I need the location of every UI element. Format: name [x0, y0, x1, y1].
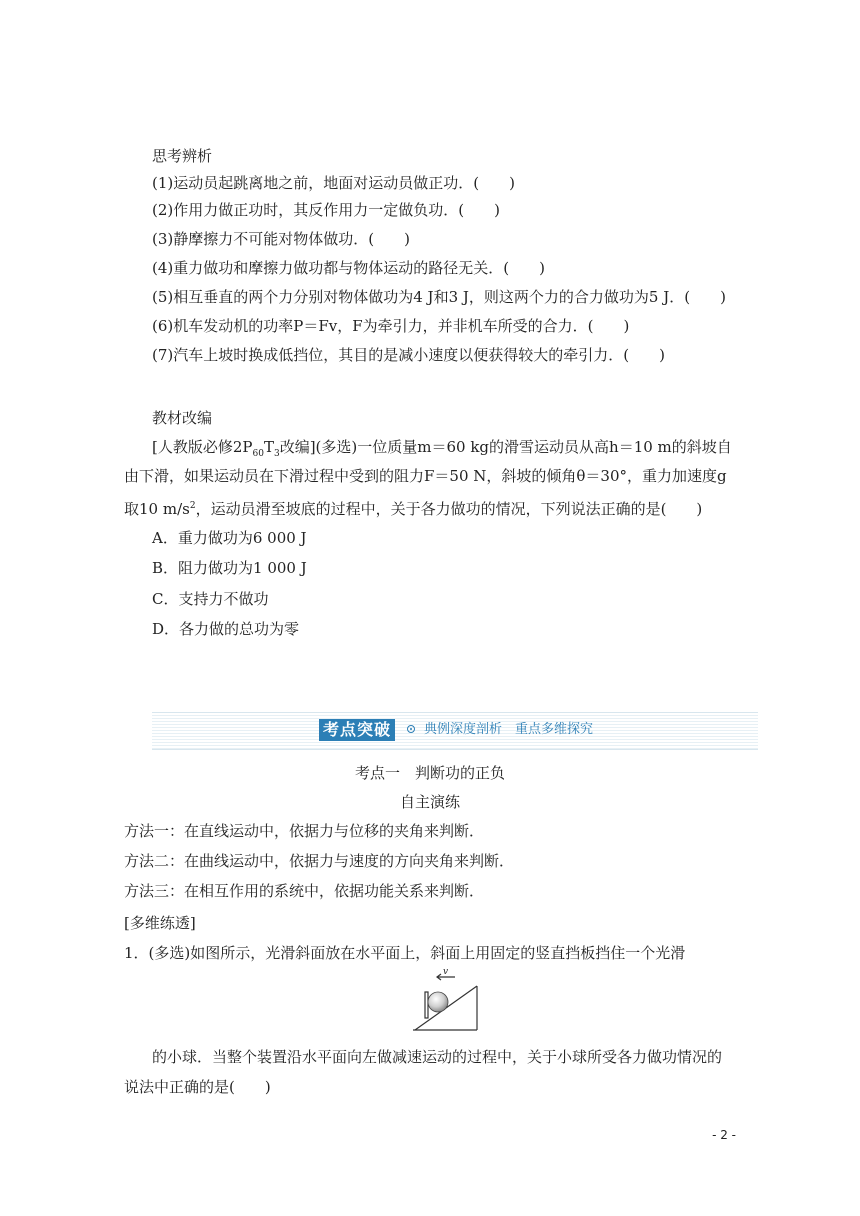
think-item-6: (6)机车发动机的功率P＝Fv，F为牵引力，并非机车所受的合力．( )	[152, 317, 630, 335]
think-heading: 思考辨析	[152, 147, 213, 165]
method-2: 方法二：在曲线运动中，依据力与速度的方向夹角来判断．	[124, 852, 515, 870]
method-3: 方法三：在相互作用的系统中，依据功能关系来判断．	[124, 882, 485, 900]
ball	[428, 992, 448, 1012]
practice-label: [多维练透]	[124, 914, 196, 932]
think-item-4: (4)重力做功和摩擦力做功都与物体运动的路径无关．( )	[152, 259, 545, 277]
think-item-2: (2)作用力做正功时，其反作用力一定做负功．( )	[152, 201, 500, 219]
textbook-line3-a: 取10 m/s	[124, 500, 190, 518]
textbook-line-3	[124, 496, 702, 519]
textbook-t: T	[263, 438, 274, 456]
question-1-line-1: 1．(多选)如图所示，光滑斜面放在水平面上，斜面上用固定的竖直挡板挡住一个光滑	[124, 944, 686, 962]
textbook-line-1	[152, 437, 732, 464]
option-c: C．支持力不做功	[152, 590, 269, 608]
banner-subtitle: 典例深度剖析 重点多维探究	[424, 722, 594, 737]
textbook-heading: 教材改编	[152, 409, 213, 427]
banner-title: 考点突破	[319, 719, 395, 741]
textbook-sub-60: 60	[252, 449, 264, 459]
question-1-line-3: 说法中正确的是( )	[124, 1078, 271, 1096]
velocity-label: v	[443, 968, 449, 977]
section-subtitle: 自主演练	[399, 793, 460, 811]
textbook-line3-b: ，运动员滑至坡底的过程中，关于各力做功的情况，下列说法正确的是( )	[195, 500, 703, 518]
option-d: D．各力做的总功为零	[152, 620, 300, 638]
think-item-1: (1)运动员起跳离地之前，地面对运动员做正功．( )	[152, 174, 515, 192]
think-item-3: (3)静摩擦力不可能对物体做功．( )	[152, 230, 410, 248]
textbook-line-2: 由下滑，如果运动员在下滑过程中受到的阻力F＝50 N，斜坡的倾角θ＝30°，重力加速度g	[124, 467, 727, 485]
textbook-line1-prefix: [人教版必修2P	[152, 438, 253, 456]
option-a: A．重力做功为6 000 J	[152, 529, 307, 547]
textbook-line1-rest: 改编](多选)一位质量m＝60 kg的滑雪运动员从高h＝10 m的斜坡自	[279, 438, 732, 456]
page-number: - 2 -	[712, 1128, 736, 1142]
think-item-5: (5)相互垂直的两个力分别对物体做功为4 J和3 J，则这两个力的合力做功为5 J．( )	[152, 288, 726, 306]
method-1: 方法一：在直线运动中，依据力与位移的夹角来判断．	[124, 822, 485, 840]
target-icon	[407, 725, 415, 733]
question-1-line-2: 的小球．当整个装置沿水平面向左做减速运动的过程中，关于小球所受各力做功情况的	[152, 1048, 723, 1066]
baffle-board	[425, 992, 428, 1018]
textbook-sup-2: 2	[189, 501, 196, 511]
section-title: 考点一 判断功的正负	[354, 764, 505, 782]
incline-figure	[405, 968, 483, 1034]
section-banner	[152, 712, 758, 750]
think-item-7: (7)汽车上坡时换成低挡位，其目的是减小速度以便获得较大的牵引力．( )	[152, 346, 665, 364]
option-b: B．阻力做功为1 000 J	[152, 559, 307, 577]
textbook-sub-3: 3	[273, 449, 280, 459]
